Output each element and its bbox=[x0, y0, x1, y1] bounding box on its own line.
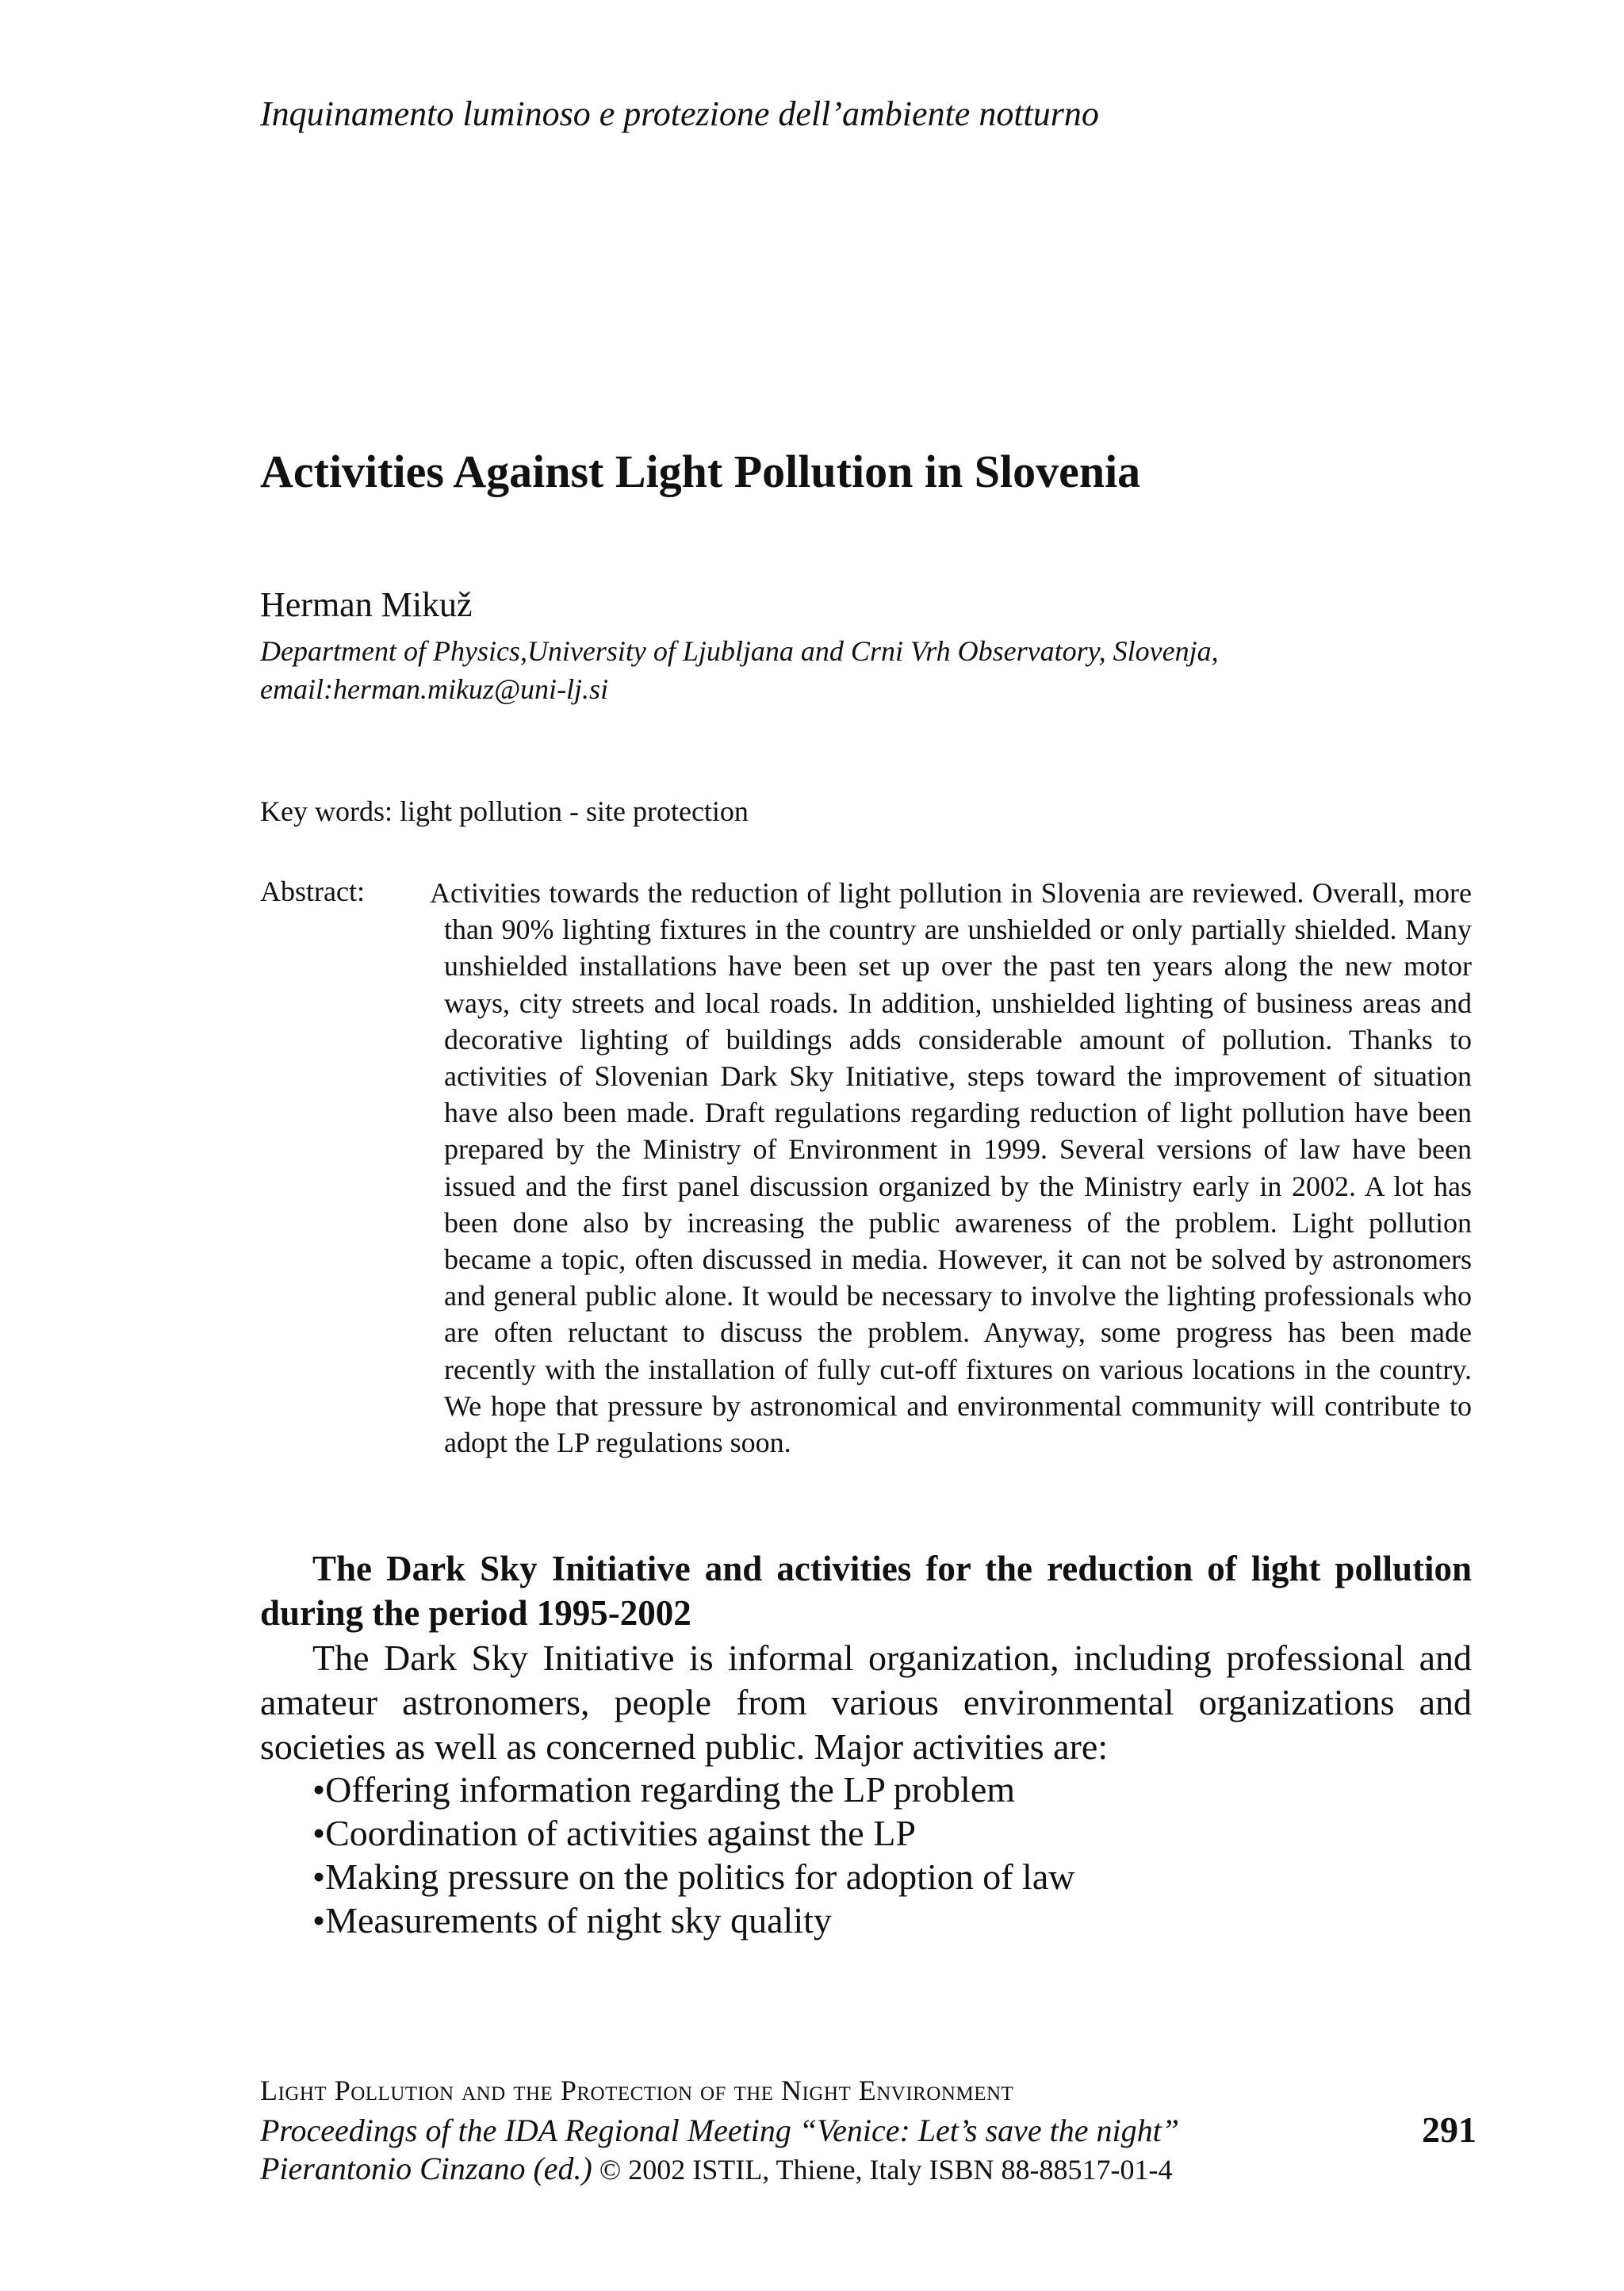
paper-title: Activities Against Light Pollution in Slovenia bbox=[260, 446, 1141, 497]
list-item: •Measurements of night sky quality bbox=[312, 1900, 832, 1940]
page-number: 291 bbox=[1422, 2109, 1477, 2150]
activities-list bbox=[312, 1768, 1074, 1942]
publisher-info: © 2002 ISTIL, Thiene, Italy ISBN 88-88517-01-4 bbox=[592, 2154, 1173, 2186]
running-head: Inquinamento luminoso e protezione dell’ambiente notturno bbox=[260, 94, 1099, 133]
keywords: Key words: light pollution - site protection bbox=[260, 795, 749, 827]
footer-proceedings bbox=[260, 2112, 1179, 2149]
list-item: •Making pressure on the politics for adoption of law bbox=[312, 1856, 1075, 1897]
section-heading: The Dark Sky Initiative and activities for the reduction of light pollution during the period 1995-2002 bbox=[260, 1549, 1472, 1633]
abstract-text: Activities towards the reduction of light pollution in Slovenia are reviewed. Overall, more than 90% lighting fixtures in the country are unshielded or only partially shielded. Many unshielded installations have been set up over the past ten years along the new motor ways, city streets and local roads. In addition, unshielded lighting of business areas and decorative lighting of buildings adds considerable amount of pollution. Thanks to activities of Slovenian Dark Sky Initiative, steps toward the improvement of situation have also been made. Draft regulations regarding reduction of light pollution have been prepared by the Ministry of Environment in 1999. Several versions of law have been issued and the first panel discussion organized by the Ministry early in 2002. A lot has been done also by increasing the public awareness of the problem. Light pollution became a topic, often discussed in media. However, it can not be solved by astronomers and general public alone. It would be necessary to involve the lighting professionals who are often reluctant to discuss the problem. Anyway, some progress has been made recently with the installation of fully cut-off fixtures on various locations in the country. We hope that pressure by astronomical and environmental community will contribute to adopt the LP regulations soon. bbox=[430, 877, 1472, 1459]
footer-editor bbox=[260, 2150, 1172, 2187]
editor-name: Pierantonio Cinzano (ed.) bbox=[260, 2151, 592, 2186]
abstract-label: Abstract: bbox=[260, 875, 365, 907]
intro-paragraph: The Dark Sky Initiative is informal organization, including professional and amateur astronomers, people from various environmental organizations and societies as well as concerned public. Major activities are: bbox=[260, 1638, 1472, 1767]
author-name: Herman Mikuž bbox=[260, 585, 473, 624]
author-email: email:herman.mikuz@uni-lj.si bbox=[260, 673, 609, 705]
footer-series: Light Pollution and the Protection of the Night Environment bbox=[260, 2075, 1014, 2106]
affiliation-line: Department of Physics,University of Ljubljana and Crni Vrh Observatory, Slovenja, bbox=[260, 635, 1219, 667]
list-item: •Offering information regarding the LP problem bbox=[312, 1769, 1016, 1810]
author-affiliation bbox=[260, 632, 1219, 708]
proceedings-title: Proceedings of the IDA Regional Meeting “Venice: Let’s save the night” bbox=[260, 2113, 1180, 2148]
list-item: •Coordination of activities against the LP bbox=[312, 1813, 916, 1853]
